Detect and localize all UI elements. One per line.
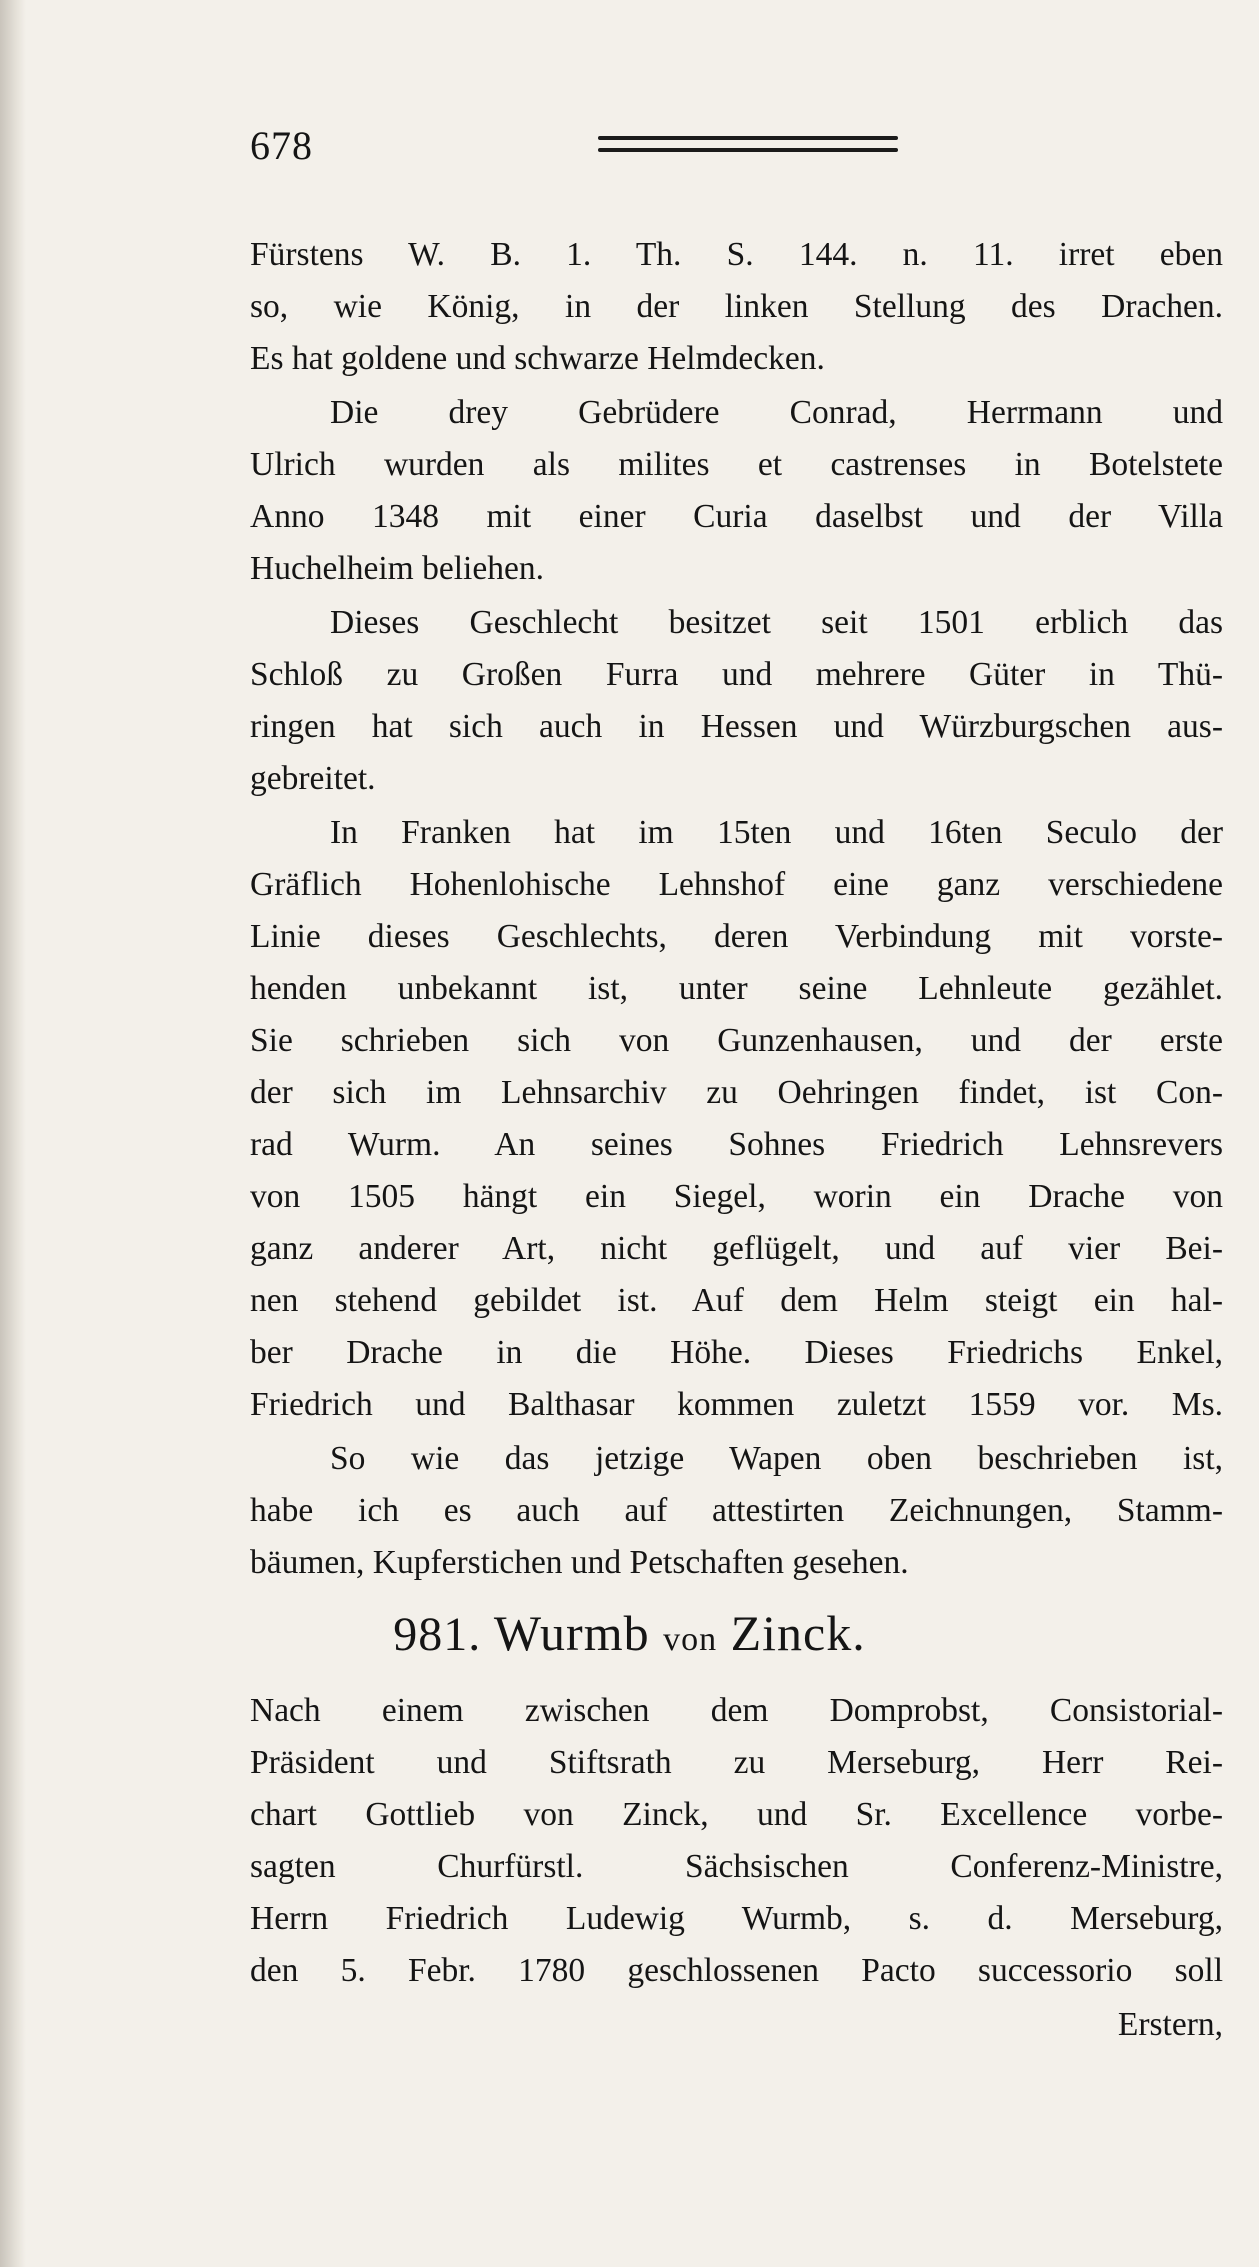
heading-name-first: Wurmb [493,1605,650,1661]
text-line: sagten Churfürstl. Sächsischen Conferenz-Ministre, [250,1848,1223,1885]
text-line: Friedrich und Balthasar kommen zuletzt 1559 vor. Ms. [250,1386,1223,1423]
text-line: Ulrich wurden als milites et castrenses in Botelstete [250,446,1223,483]
text-line: Schloß zu Großen Furra und mehrere Güter in Thü- [250,656,1223,693]
text-line: Es hat goldene und schwarze Helmdecken. [250,340,825,377]
text-line: habe ich es auch auf attestirten Zeichnungen, Stamm- [250,1492,1223,1529]
text-line: Gräflich Hohenlohische Lehnshof eine ganz verschiedene [250,866,1223,903]
text-line: nen stehend gebildet ist. Auf dem Helm steigt ein hal- [250,1282,1223,1319]
heading-connector: von [663,1621,718,1658]
text-line: Präsident und Stiftsrath zu Merseburg, Herr Rei- [250,1744,1223,1781]
text-line: ber Drache in die Höhe. Dieses Friedrichs Enkel, [250,1334,1223,1371]
header-rule [598,136,898,152]
text-line: Nach einem zwischen dem Domprobst, Consistorial- [250,1692,1223,1729]
text-line: bäumen, Kupferstichen und Petschaften gesehen. [250,1544,909,1581]
text-line: Anno 1348 mit einer Curia daselbst und der Villa [250,498,1223,535]
text-line: gebreitet. [250,760,376,797]
text-line: In Franken hat im 15ten und 16ten Seculo der [330,814,1223,851]
text-line: henden unbekannt ist, unter seine Lehnleute gezählet. [250,970,1223,1007]
heading-number: 981. [393,1608,482,1661]
text-line: ganz anderer Art, nicht geflügelt, und auf vier Bei- [250,1230,1223,1267]
binding-edge [0,0,26,2267]
text-line: Die drey Gebrüdere Conrad, Herrmann und [330,394,1223,431]
text-line: Linie dieses Geschlechts, deren Verbindung mit vorste- [250,918,1223,955]
text-line: so, wie König, in der linken Stellung des Drachen. [250,288,1223,325]
text-line: ringen hat sich auch in Hessen und Würzburgschen aus- [250,708,1223,745]
page-number: 678 [250,123,313,168]
text-line: Herrn Friedrich Ludewig Wurmb, s. d. Merseburg, [250,1900,1223,1937]
text-line: Huchelheim beliehen. [250,550,544,587]
catchword: Erstern, [1117,2006,1223,2043]
text-line: chart Gottlieb von Zinck, und Sr. Excellence vorbe- [250,1796,1223,1833]
text-line: Fürstens W. B. 1. Th. S. 144. n. 11. irret eben [250,236,1223,273]
text-line: Sie schrieben sich von Gunzenhausen, und der erste [250,1022,1223,1059]
text-line: Dieses Geschlecht besitzet seit 1501 erblich das [330,604,1223,641]
text-line: den 5. Febr. 1780 geschlossenen Pacto successorio soll [250,1952,1223,1989]
section-heading [0,1598,1259,1675]
heading-name-second: Zinck. [730,1605,866,1661]
text-line: So wie das jetzige Wapen oben beschrieben ist, [330,1440,1223,1477]
text-line: der sich im Lehnsarchiv zu Oehringen findet, ist Con- [250,1074,1223,1111]
text-line: rad Wurm. An seines Sohnes Friedrich Lehnsrevers [250,1126,1223,1163]
text-line: von 1505 hängt ein Siegel, worin ein Drache von [250,1178,1223,1215]
